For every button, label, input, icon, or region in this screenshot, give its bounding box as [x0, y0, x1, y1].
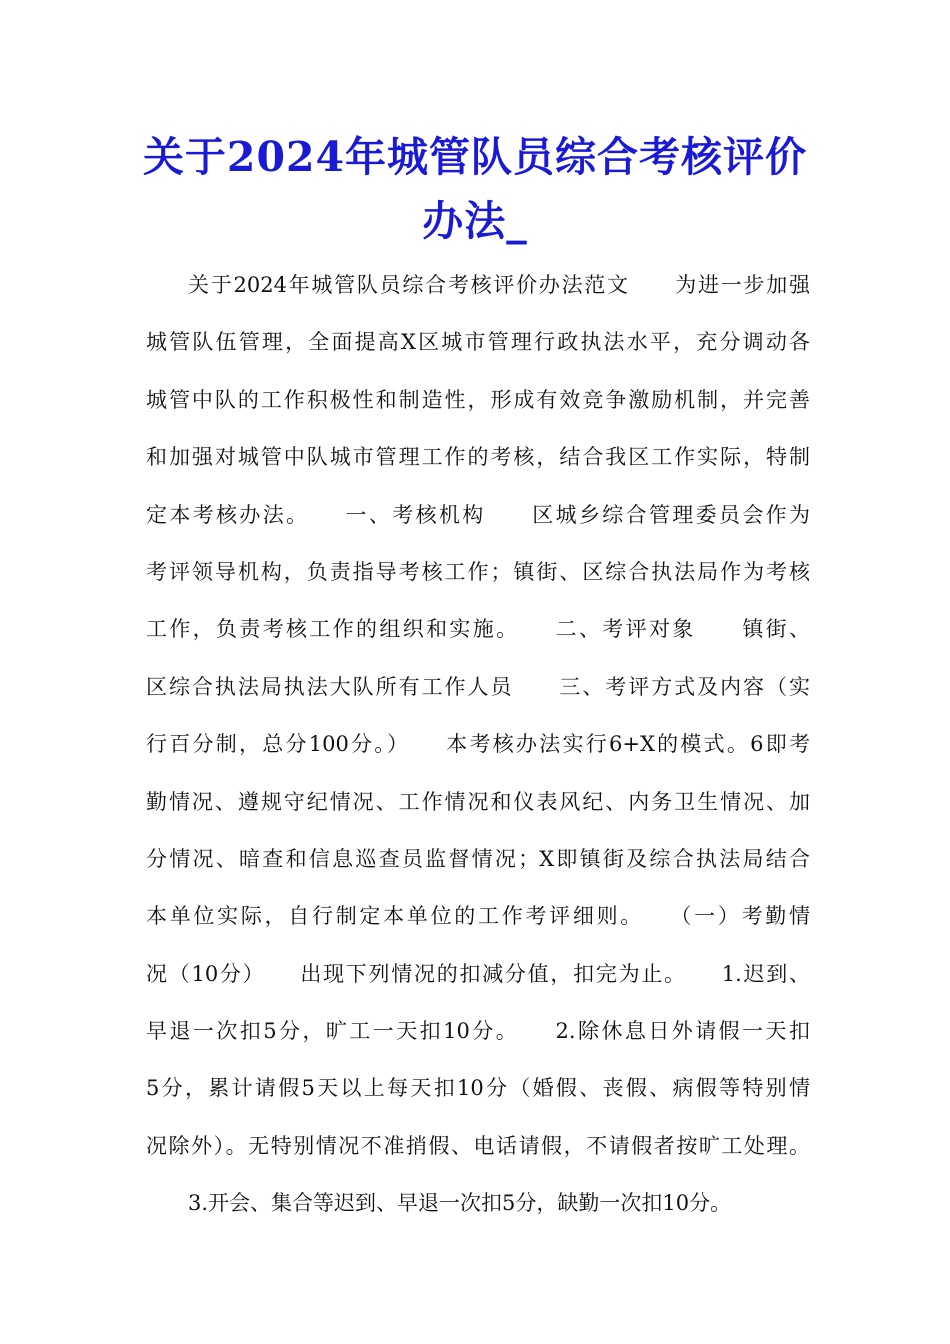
- title-line-1: 关于2024年城管队员综合考核评价: [142, 133, 808, 181]
- body-line-1: 关于2024年城管队员综合考核评价办法范文 为进一步加强: [188, 273, 810, 297]
- body-line-12: 本单位实际，自行制定本单位的工作考评细则。 （一）考勤情: [146, 904, 810, 929]
- body-line-6: 考评领导机构，负责指导考核工作；镇街、区综合执法局作为考核: [146, 559, 810, 584]
- body-line-3: 城管中队的工作积极性和制造性，形成有效竞争激励机制，并完善: [146, 387, 810, 412]
- body-line-7: 工作，负责考核工作的组织和实施。 二、考评对象 镇街、: [146, 617, 810, 642]
- body-line-14: 早退一次扣5分，旷工一天扣10分。 2.除休息日外请假一天扣: [146, 1019, 810, 1044]
- document-body: [146, 257, 810, 1233]
- body-line-13: 况（10分） 出现下列情况的扣减分值，扣完为止。 1.迟到、: [146, 961, 810, 986]
- body-line-9: 行百分制，总分100分。） 本考核办法实行6+X的模式。6即考: [146, 732, 810, 757]
- body-line-11: 分情况、暗查和信息巡查员监督情况；X即镇街及综合执法局结合: [146, 846, 810, 871]
- body-line-8: 区综合执法局执法大队所有工作人员 三、考评方式及内容（实: [146, 674, 810, 699]
- document-title: [120, 125, 830, 253]
- body-line-15: 5分，累计请假5天以上每天扣10分（婚假、丧假、病假等特别情: [146, 1076, 810, 1101]
- body-line-4: 和加强对城管中队城市管理工作的考核，结合我区工作实际，特制: [146, 445, 810, 470]
- body-line-17: 3.开会、集合等迟到、早退一次扣5分，缺勤一次扣10分。: [188, 1191, 732, 1216]
- body-line-16: 况除外）。无特别情况不准捎假、电话请假，不请假者按旷工处理。: [146, 1133, 810, 1158]
- body-line-10: 勤情况、遵规守纪情况、工作情况和仪表风纪、内务卫生情况、加: [146, 789, 810, 814]
- title-line-2: 办法_: [422, 197, 528, 245]
- body-line-2: 城管队伍管理，全面提高X区城市管理行政执法水平，充分调动各: [146, 330, 810, 355]
- body-line-5: 定本考核办法。 一、考核机构 区城乡综合管理委员会作为: [146, 502, 810, 527]
